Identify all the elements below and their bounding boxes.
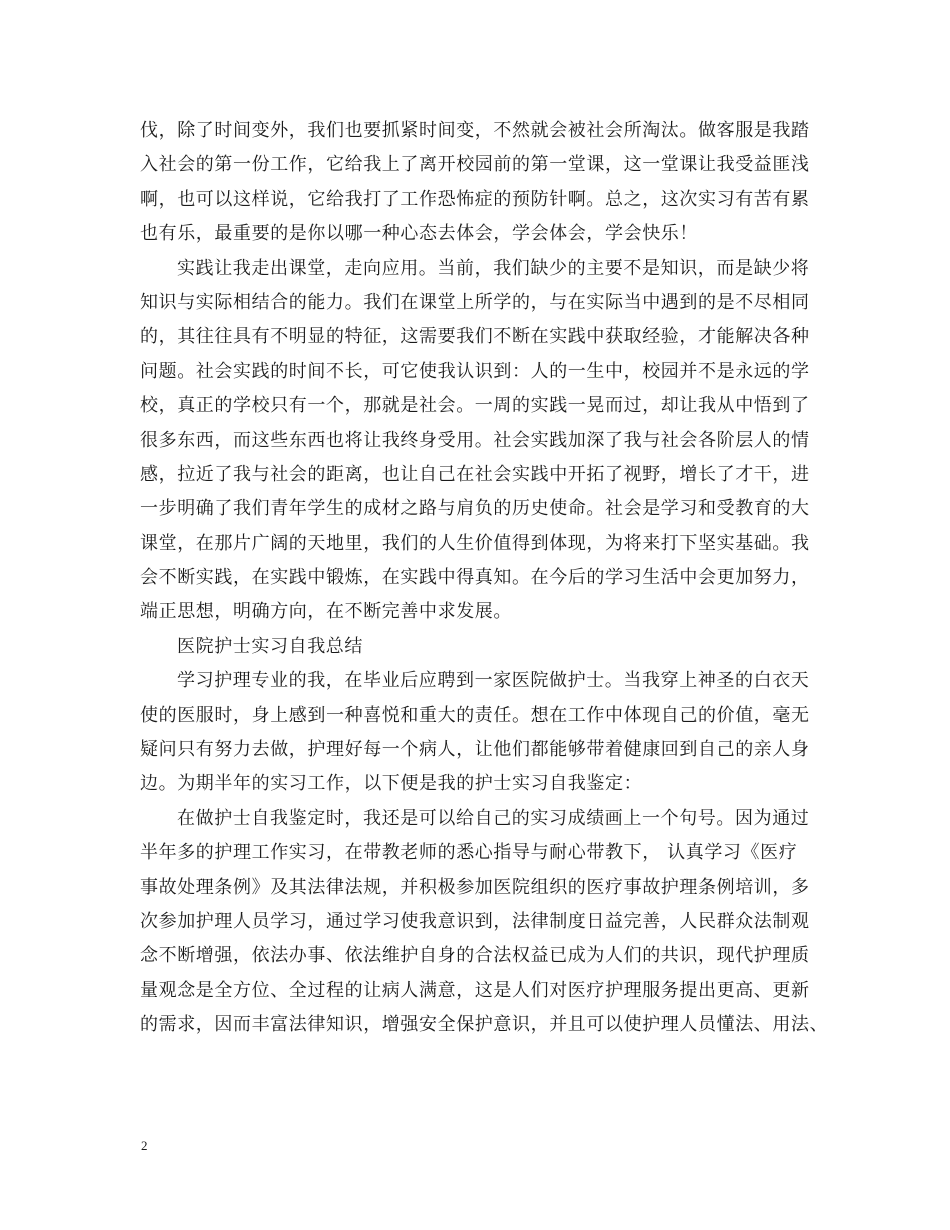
text-line: 校，真正的学校只有一个，那就是社会。一周的实践一晃而过，却让我从中悟到了 bbox=[140, 395, 810, 417]
text-line: 边。为期半年的实习工作，以下便是我的护士实习自我鉴定： bbox=[140, 773, 643, 795]
text-line: 事故处理条例》及其法律法规，并积极参加医院组织的医疗事故护理条例培训，多 bbox=[140, 876, 810, 898]
text-line: 一步明确了我们青年学生的成材之路与肩负的历史使命。社会是学习和受教育的大 bbox=[140, 498, 810, 520]
text-line: 入社会的第一份工作，它给我上了离开校园前的第一堂课，这一堂课让我受益匪浅 bbox=[140, 154, 810, 176]
text-line: 感，拉近了我与社会的距离，也让自己在社会实践中开拓了视野，增长了才干，进 bbox=[140, 463, 810, 485]
paragraph-start-line: 学习护理专业的我，在毕业后应聘到一家医院做护士。当我穿上神圣的白衣天 bbox=[177, 670, 810, 692]
text-line: 问题。社会实践的时间不长，可它使我认识到：人的一生中，校园并不是永远的学 bbox=[140, 360, 810, 382]
section-heading: 医院护士实习自我总结 bbox=[177, 635, 363, 657]
text-line: 课堂，在那片广阔的天地里，我们的人生价值得到体现，为将来打下坚实基础。我 bbox=[140, 532, 810, 554]
page-number: 2 bbox=[141, 1138, 148, 1153]
body-text bbox=[140, 114, 829, 1043]
text-line: 啊，也可以这样说，它给我打了工作恐怖症的预防针啊。总之，这次实习有苦有累 bbox=[140, 188, 810, 210]
text-line: 端正思想，明确方向，在不断完善中求发展。 bbox=[140, 601, 512, 623]
paragraph-start-line: 实践让我走出课堂，走向应用。当前，我们缺少的主要不是知识，而是缺少将 bbox=[177, 257, 810, 279]
paragraph-start-line: 在做护士自我鉴定时，我还是可以给自己的实习成绩画上一个句号。因为通过 bbox=[177, 807, 810, 829]
text-line: 会不断实践，在实践中锻炼，在实践中得真知。在今后的学习生活中会更加努力， bbox=[140, 567, 810, 589]
text-line: 半年多的护理工作实习，在带教老师的悉心指导与耐心带教下， 认真学习《医疗 bbox=[140, 842, 798, 864]
text-line: 量观念是全方位、全过程的让病人满意，这是人们对医疗护理服务提出更高、更新 bbox=[140, 979, 810, 1001]
text-line: 的需求，因而丰富法律知识，增强安全保护意识，并且可以使护理人员懂法、用法、 bbox=[140, 1014, 829, 1036]
text-line: 疑问只有努力去做，护理好每一个病人，让他们都能够带着健康回到自己的亲人身 bbox=[140, 739, 810, 761]
text-line: 很多东西，而这些东西也将让我终身受用。社会实践加深了我与社会各阶层人的情 bbox=[140, 429, 810, 451]
text-line: 次参加护理人员学习，通过学习使我意识到，法律制度日益完善，人民群众法制观 bbox=[140, 910, 810, 932]
text-line: 知识与实际相结合的能力。我们在课堂上所学的，与在实际当中遇到的是不尽相同 bbox=[140, 291, 810, 313]
text-line: 使的医服时，身上感到一种喜悦和重大的责任。想在工作中体现自己的价值，毫无 bbox=[140, 704, 810, 726]
text-line: 念不断增强，依法办事、依法维护自身的合法权益已成为人们的共识，现代护理质 bbox=[140, 945, 810, 967]
text-line: 伐，除了时间变外，我们也要抓紧时间变，不然就会被社会所淘汰。做客服是我踏 bbox=[140, 120, 810, 141]
text-line: 的，其往往具有不明显的特征，这需要我们不断在实践中获取经验，才能解决各种 bbox=[140, 326, 810, 348]
text-line: 也有乐，最重要的是你以哪一种心态去体会，学会体会，学会快乐！ bbox=[140, 223, 698, 245]
